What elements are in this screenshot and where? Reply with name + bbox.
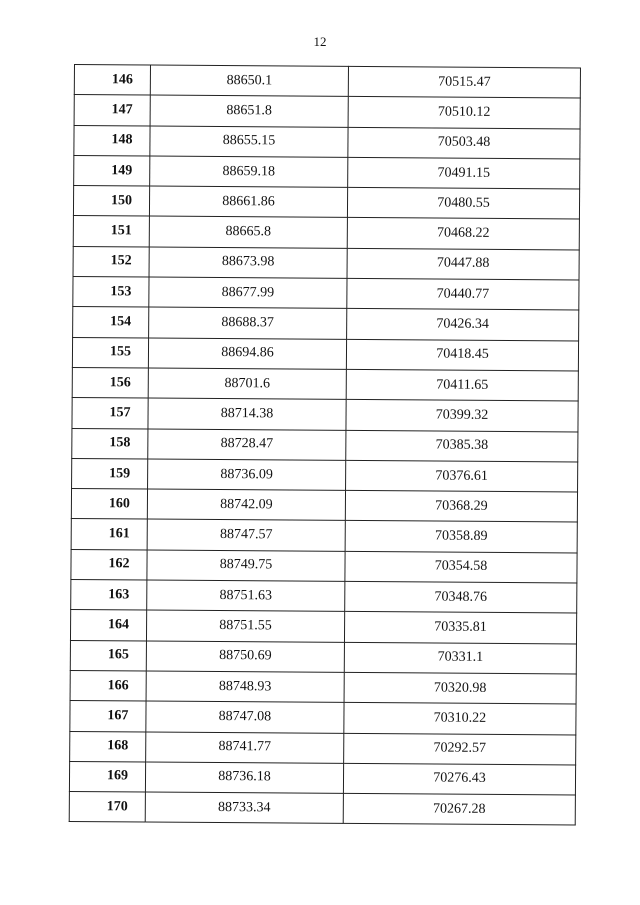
x-coordinate-cell: 88751.55	[146, 610, 344, 642]
x-coordinate-cell: 88733.34	[145, 792, 343, 824]
y-coordinate-cell: 70440.77	[347, 278, 579, 310]
x-coordinate-cell: 88728.47	[148, 429, 346, 461]
point-number-cell: 150	[73, 186, 149, 217]
y-coordinate-cell: 70480.55	[347, 188, 579, 220]
point-number-cell: 168	[70, 731, 146, 762]
point-number-cell: 170	[69, 792, 145, 823]
table-row	[70, 731, 576, 765]
x-coordinate-cell: 88751.63	[147, 580, 345, 612]
x-coordinate-cell: 88749.75	[147, 550, 345, 582]
x-coordinate-cell: 88736.18	[145, 762, 343, 794]
point-number-cell: 159	[72, 458, 148, 489]
point-number-cell: 156	[72, 367, 148, 398]
point-number-cell: 165	[70, 640, 146, 671]
x-coordinate-cell: 88750.69	[146, 641, 344, 673]
point-number-cell: 158	[72, 428, 148, 459]
point-number-cell: 153	[73, 277, 149, 308]
table-row	[73, 277, 579, 311]
x-coordinate-cell: 88694.86	[148, 338, 346, 370]
point-number-cell: 146	[74, 65, 150, 96]
point-number-cell: 157	[72, 398, 148, 429]
y-coordinate-cell: 70331.1	[344, 642, 576, 674]
coordinates-table-body	[69, 65, 580, 826]
table-row	[70, 640, 576, 674]
point-number-cell: 152	[73, 246, 149, 277]
x-coordinate-cell: 88747.57	[147, 519, 345, 551]
x-coordinate-cell: 88714.38	[148, 398, 346, 430]
y-coordinate-cell: 70503.48	[348, 127, 580, 159]
x-coordinate-cell: 88665.8	[149, 217, 347, 249]
point-number-cell: 147	[74, 95, 150, 126]
table-row	[71, 580, 577, 614]
x-coordinate-cell: 88747.08	[146, 701, 344, 733]
point-number-cell: 154	[73, 307, 149, 338]
x-coordinate-cell: 88742.09	[147, 489, 345, 521]
point-number-cell: 161	[71, 519, 147, 550]
point-number-cell: 151	[73, 216, 149, 247]
x-coordinate-cell: 88650.1	[150, 65, 348, 97]
point-number-cell: 164	[70, 610, 146, 641]
table-row	[70, 610, 576, 644]
table-row	[69, 761, 575, 795]
y-coordinate-cell: 70411.65	[346, 369, 578, 401]
table-row	[72, 337, 578, 371]
table-row	[73, 246, 579, 280]
y-coordinate-cell: 70510.12	[348, 97, 580, 129]
point-number-cell: 166	[70, 670, 146, 701]
y-coordinate-cell: 70418.45	[346, 339, 578, 371]
y-coordinate-cell: 70368.29	[345, 491, 577, 523]
y-coordinate-cell: 70310.22	[344, 703, 576, 735]
y-coordinate-cell: 70385.38	[346, 430, 578, 462]
table-row	[73, 186, 579, 220]
x-coordinate-cell: 88655.15	[150, 126, 348, 158]
x-coordinate-cell: 88651.8	[150, 95, 348, 127]
y-coordinate-cell: 70358.89	[345, 521, 577, 553]
coordinates-table	[69, 64, 581, 826]
y-coordinate-cell: 70348.76	[345, 581, 577, 613]
page-number: 12	[313, 34, 327, 49]
x-coordinate-cell: 88748.93	[146, 671, 344, 703]
y-coordinate-cell: 70335.81	[344, 612, 576, 644]
x-coordinate-cell: 88673.98	[149, 247, 347, 279]
x-coordinate-cell: 88741.77	[146, 732, 344, 764]
y-coordinate-cell: 70292.57	[344, 733, 576, 765]
x-coordinate-cell: 88659.18	[150, 156, 348, 188]
table-row	[74, 125, 580, 159]
x-coordinate-cell: 88677.99	[149, 277, 347, 309]
table-row	[70, 670, 576, 704]
y-coordinate-cell: 70320.98	[344, 672, 576, 704]
point-number-cell: 163	[71, 580, 147, 611]
y-coordinate-cell: 70447.88	[347, 248, 579, 280]
point-number-cell: 149	[74, 155, 150, 186]
table-row	[69, 792, 575, 826]
point-number-cell: 167	[70, 701, 146, 732]
table-row	[73, 307, 579, 341]
y-coordinate-cell: 70267.28	[343, 794, 575, 826]
table-row	[74, 155, 580, 189]
y-coordinate-cell: 70426.34	[347, 309, 579, 341]
y-coordinate-cell: 70468.22	[347, 218, 579, 250]
y-coordinate-cell: 70491.15	[348, 157, 580, 189]
y-coordinate-cell: 70515.47	[348, 66, 580, 98]
table-row	[71, 489, 577, 523]
point-number-cell: 160	[71, 489, 147, 520]
table-row	[72, 398, 578, 432]
table-row	[74, 65, 580, 99]
table-row	[71, 519, 577, 553]
x-coordinate-cell: 88661.86	[149, 186, 347, 218]
y-coordinate-cell: 70354.58	[345, 551, 577, 583]
x-coordinate-cell: 88736.09	[148, 459, 346, 491]
x-coordinate-cell: 88688.37	[149, 307, 347, 339]
y-coordinate-cell: 70276.43	[343, 763, 575, 795]
table-row	[72, 458, 578, 492]
table-row	[74, 95, 580, 129]
coordinates-table-wrapper	[69, 64, 581, 826]
x-coordinate-cell: 88701.6	[148, 368, 346, 400]
table-row	[72, 367, 578, 401]
table-row	[71, 549, 577, 583]
point-number-cell: 155	[72, 337, 148, 368]
point-number-cell: 169	[69, 761, 145, 792]
point-number-cell: 148	[74, 125, 150, 156]
table-row	[70, 701, 576, 735]
table-row	[72, 428, 578, 462]
point-number-cell: 162	[71, 549, 147, 580]
y-coordinate-cell: 70399.32	[346, 400, 578, 432]
table-row	[73, 216, 579, 250]
y-coordinate-cell: 70376.61	[346, 460, 578, 492]
